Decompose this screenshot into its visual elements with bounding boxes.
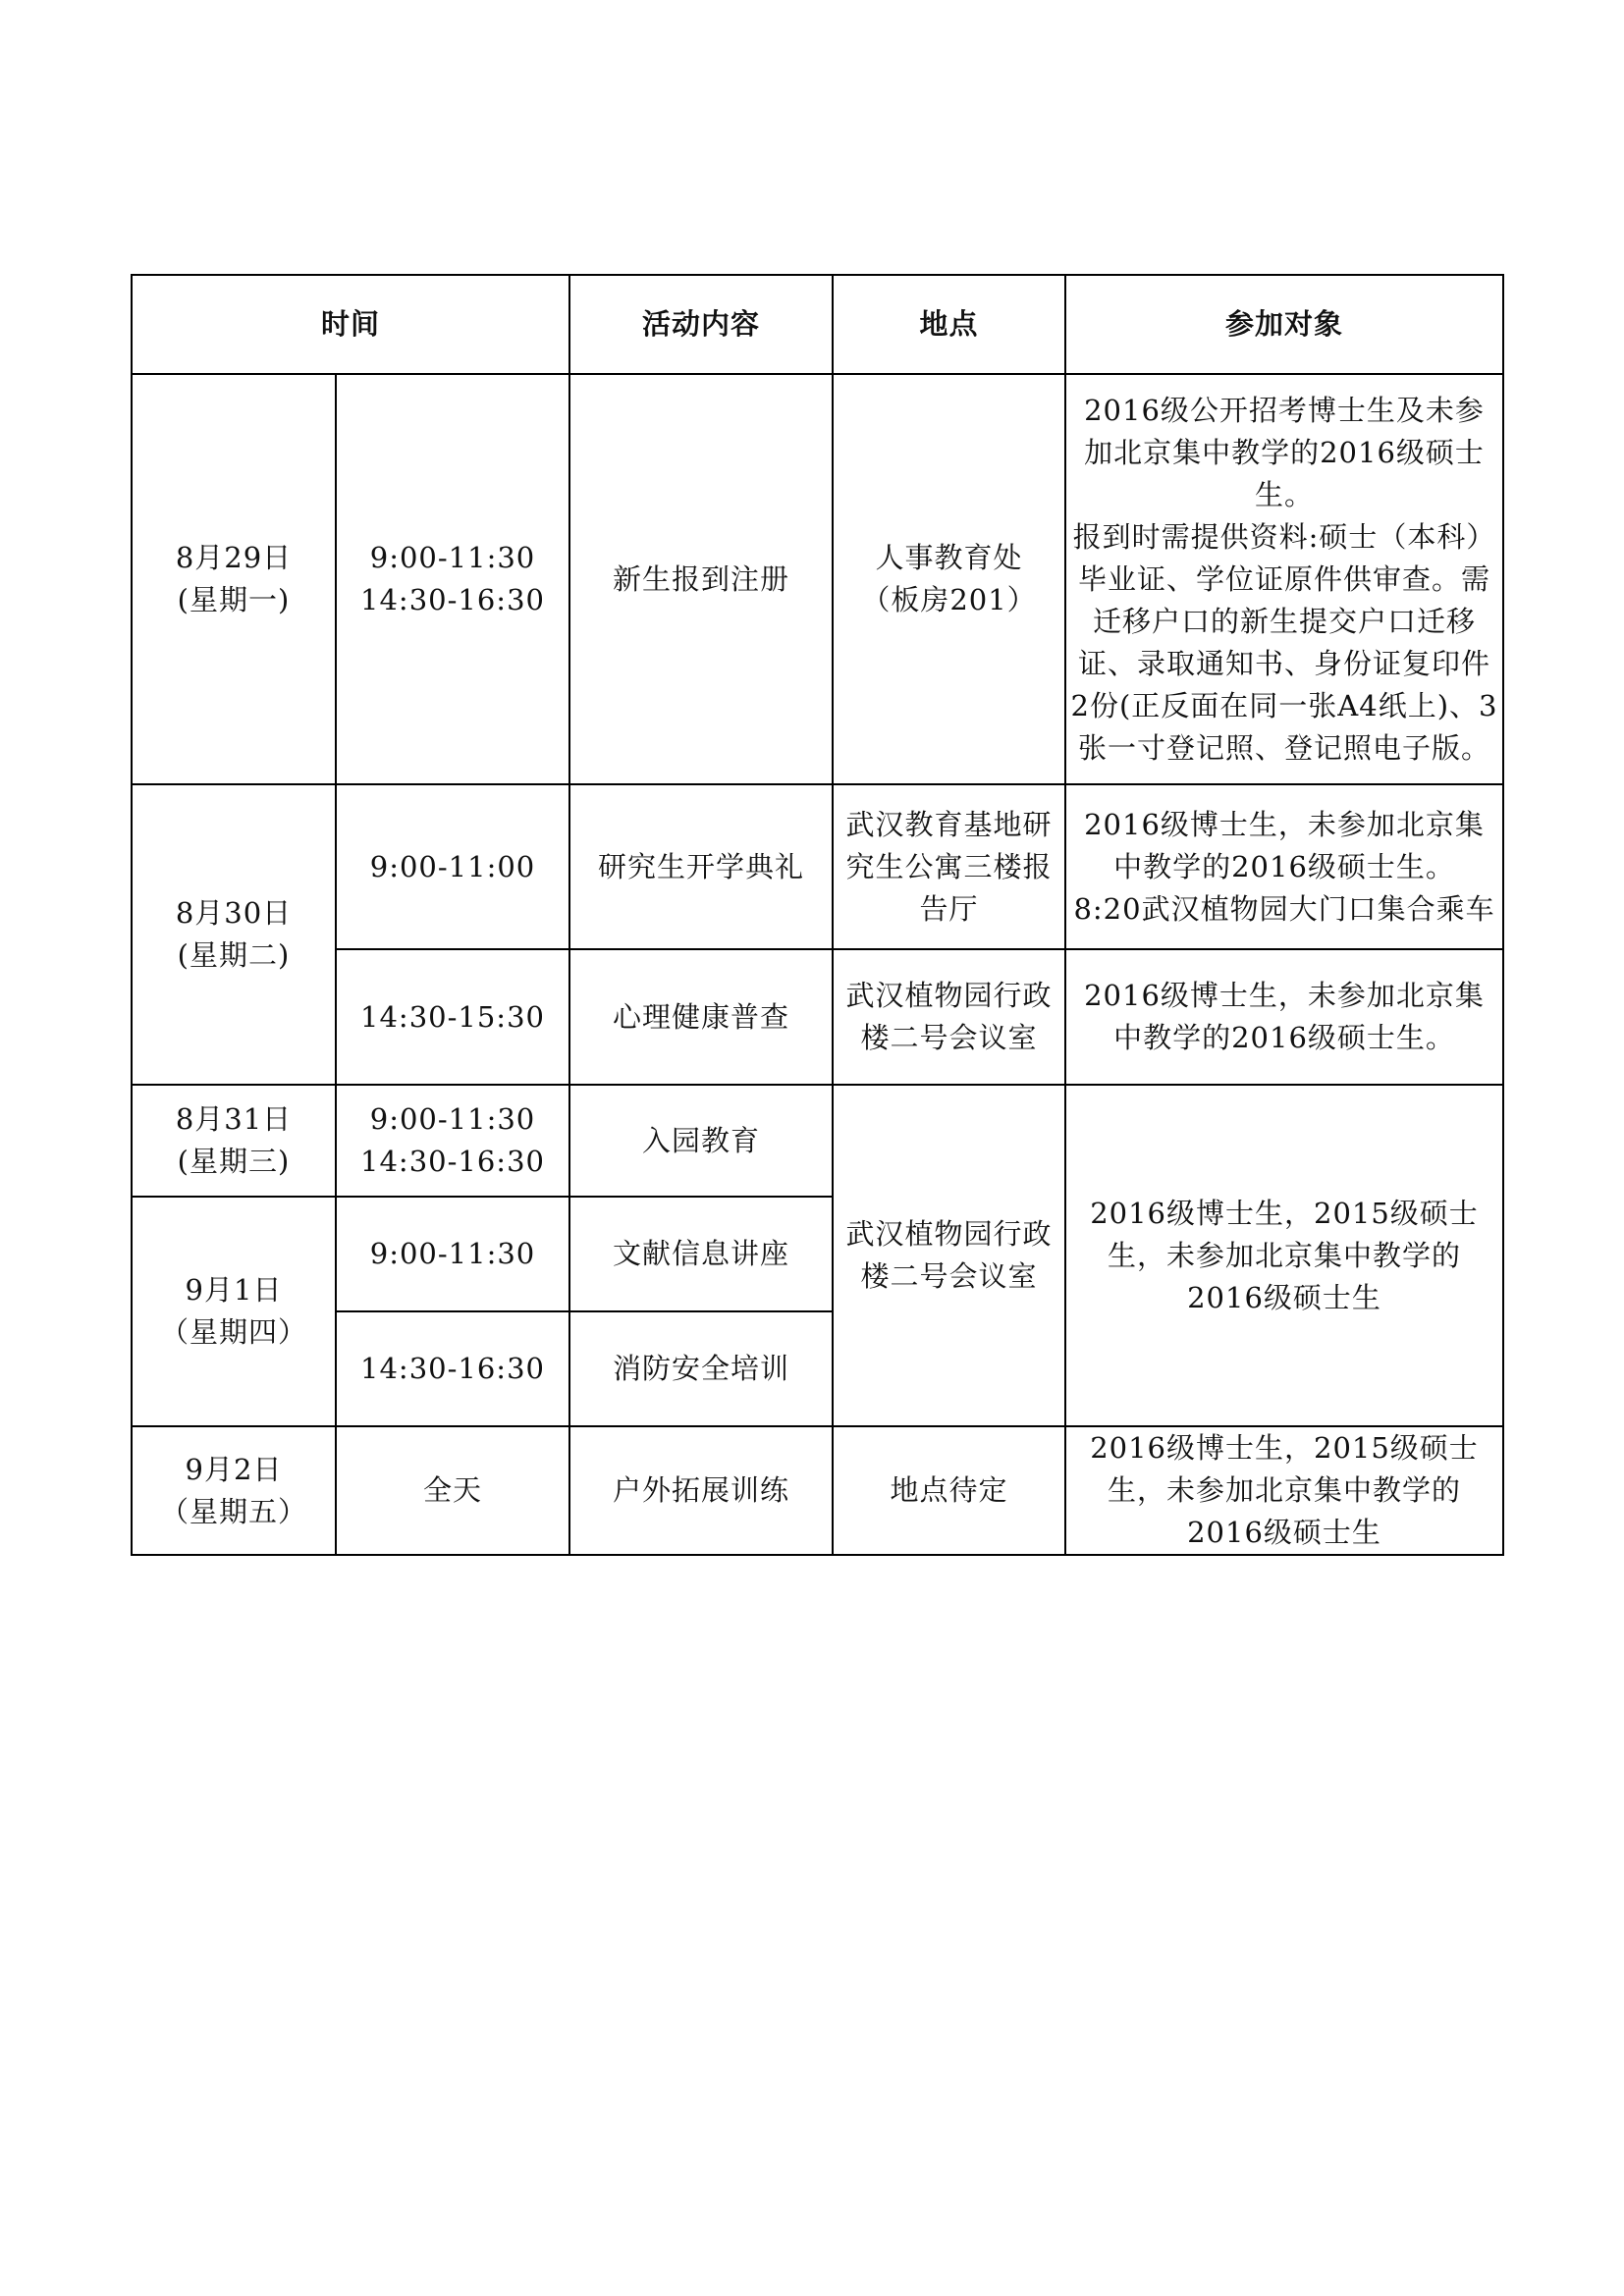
table-row bbox=[132, 1085, 1503, 1197]
time-cell: 14:30-16:30 bbox=[336, 1311, 569, 1426]
time-cell: 9:00-11:30 14:30-16:30 bbox=[336, 374, 569, 784]
location-cell: 武汉教育基地研究生公寓三楼报告厅 bbox=[833, 784, 1065, 949]
activity-cell: 新生报到注册 bbox=[569, 374, 833, 784]
time-cell: 9:00-11:30 14:30-16:30 bbox=[336, 1085, 569, 1197]
participants-cell: 2016级博士生，未参加北京集中教学的2016级硕士生。 bbox=[1065, 949, 1503, 1085]
table-row bbox=[132, 1426, 1503, 1555]
time-cell: 9:00-11:30 bbox=[336, 1197, 569, 1311]
table-row bbox=[132, 374, 1503, 784]
header-time: 时间 bbox=[132, 275, 569, 374]
date-cell: 8月31日 (星期三) bbox=[132, 1085, 336, 1197]
header-activity: 活动内容 bbox=[569, 275, 833, 374]
activity-cell: 心理健康普查 bbox=[569, 949, 833, 1085]
date-cell: 8月29日 (星期一) bbox=[132, 374, 336, 784]
participants-cell: 2016级博士生，2015级硕士生，未参加北京集中教学的2016级硕士生 bbox=[1065, 1085, 1503, 1426]
location-cell: 人事教育处 （板房201） bbox=[833, 374, 1065, 784]
location-cell: 武汉植物园行政楼二号会议室 bbox=[833, 949, 1065, 1085]
time-cell: 9:00-11:00 bbox=[336, 784, 569, 949]
date-cell: 9月1日 （星期四） bbox=[132, 1197, 336, 1426]
header-participants: 参加对象 bbox=[1065, 275, 1503, 374]
participants-cell: 2016级博士生，未参加北京集中教学的2016级硕士生。 8:20武汉植物园大门口集合乘车 bbox=[1065, 784, 1503, 949]
activity-cell: 文献信息讲座 bbox=[569, 1197, 833, 1311]
table-row bbox=[132, 784, 1503, 949]
time-cell: 全天 bbox=[336, 1426, 569, 1555]
location-cell: 武汉植物园行政楼二号会议室 bbox=[833, 1085, 1065, 1426]
participants-cell: 2016级公开招考博士生及未参加北京集中教学的2016级硕士生。 报到时需提供资料:硕士（本科）毕业证、学位证原件供审查。需迁移户口的新生提交户口迁移证、录取通知书、身份证复印件2份(正反面在同一张A4纸上)、3张一寸登记照、登记照电子版。 bbox=[1065, 374, 1503, 784]
activity-cell: 研究生开学典礼 bbox=[569, 784, 833, 949]
date-cell: 9月2日 （星期五） bbox=[132, 1426, 336, 1555]
participants-cell: 2016级博士生，2015级硕士生，未参加北京集中教学的2016级硕士生 bbox=[1065, 1426, 1503, 1555]
time-cell: 14:30-15:30 bbox=[336, 949, 569, 1085]
activity-cell: 户外拓展训练 bbox=[569, 1426, 833, 1555]
table-row bbox=[132, 949, 1503, 1085]
date-cell: 8月30日 (星期二) bbox=[132, 784, 336, 1085]
header-location: 地点 bbox=[833, 275, 1065, 374]
header-row bbox=[132, 275, 1503, 374]
schedule-table bbox=[131, 274, 1504, 1556]
activity-cell: 消防安全培训 bbox=[569, 1311, 833, 1426]
location-cell: 地点待定 bbox=[833, 1426, 1065, 1555]
activity-cell: 入园教育 bbox=[569, 1085, 833, 1197]
